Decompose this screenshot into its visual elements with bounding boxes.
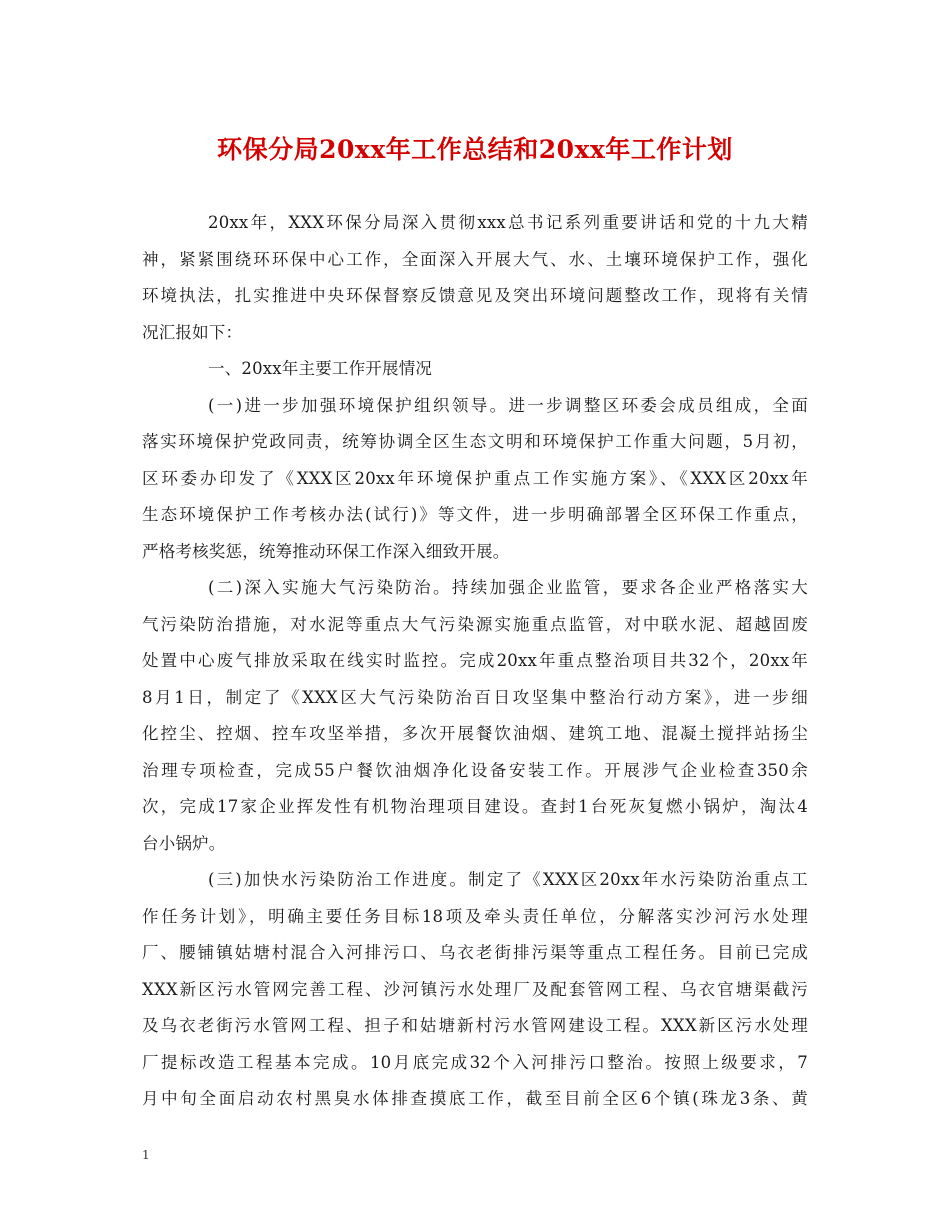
text-line: 厂、腰铺镇姑塘村混合入河排污口、乌衣老街排污渠等重点工程任务。目前已完成 [142, 943, 808, 962]
text-line: 及乌衣老街污水管网工程、担子和姑塘新村污水管网建设工程。XXX新区污水处理 [142, 1016, 808, 1035]
text-line: 台小锅炉。 [142, 833, 226, 853]
text-line: 落实环境保护党政同责，统筹协调全区生态文明和环境保护工作重大问题，5月初， [142, 432, 808, 451]
text-line: 8月1日，制定了《XXX区大气污染防治百日攻坚集中整治行动方案》，进一步细 [142, 687, 808, 707]
text-line: 月中旬全面启动农村黑臭水体排查摸底工作，截至目前全区6个镇(珠龙3条、黄 [142, 1089, 808, 1108]
text-line: 处置中心废气排放采取在线实时监控。完成20xx年重点整治项目共32个，20xx年 [142, 651, 808, 670]
text-line: 神，紧紧围绕环环保中心工作，全面深入开展大气、水、土壤环境保护工作，强化 [142, 249, 808, 269]
text-line: 区环委办印发了《XXX区20xx年环境保护重点工作实施方案》、《XXX区20xx年 [142, 468, 808, 488]
page-number: 1 [142, 1148, 150, 1162]
text-line: 治理专项检查，完成55户餐饮油烟净化设备安装工作。开展涉气企业检查350余 [142, 760, 808, 780]
text-line: (三)加快水污染防治工作进度。制定了《XXX区20xx年水污染防治重点工 [208, 870, 808, 889]
text-line: 20xx年，XXX环保分局深入贯彻xxx总书记系列重要讲话和党的十九大精 [208, 213, 808, 232]
text-line: 厂提标改造工程基本完成。10月底完成32个入河排污口整治。按照上级要求，7 [142, 1052, 808, 1072]
text-line: 环境执法，扎实推进中央环保督察反馈意见及突出环境问题整改工作，现将有关情 [142, 286, 808, 305]
text-line: (二)深入实施大气污染防治。持续加强企业监管，要求各企业严格落实大 [208, 578, 808, 597]
text-line: 况汇报如下： [142, 322, 243, 342]
text-line: (一)进一步加强环境保护组织领导。进一步调整区环委会成员组成，全面 [208, 395, 808, 415]
text-line: 化控尘、控烟、控车攻坚举措，多次开展餐饮油烟、建筑工地、混凝土搅拌站扬尘 [142, 724, 808, 743]
text-line: 一、20xx年主要工作开展情况 [208, 359, 433, 378]
text-line: XXX新区污水管网完善工程、沙河镇污水处理厂及配套管网工程、乌衣官塘渠截污 [142, 979, 808, 999]
text-line: 作任务计划》，明确主要任务目标18项及牵头责任单位，分解落实沙河污水处理 [142, 906, 808, 926]
document-title: 环保分局20xx年工作总结和20xx年工作计划 [217, 135, 733, 164]
text-line: 气污染防治措施，对水泥等重点大气污染源实施重点监管，对中联水泥、超越固废 [142, 614, 808, 634]
document-body [142, 205, 808, 1118]
text-line: 生态环境保护工作考核办法(试行)》等文件，进一步明确部署全区环保工作重点， [142, 505, 808, 524]
text-line: 次，完成17家企业挥发性有机物治理项目建设。查封1台死灰复燃小锅炉，淘汰4 [142, 797, 808, 816]
text-line: 严格考核奖惩，统筹推动环保工作深入细致开展。 [142, 541, 510, 561]
